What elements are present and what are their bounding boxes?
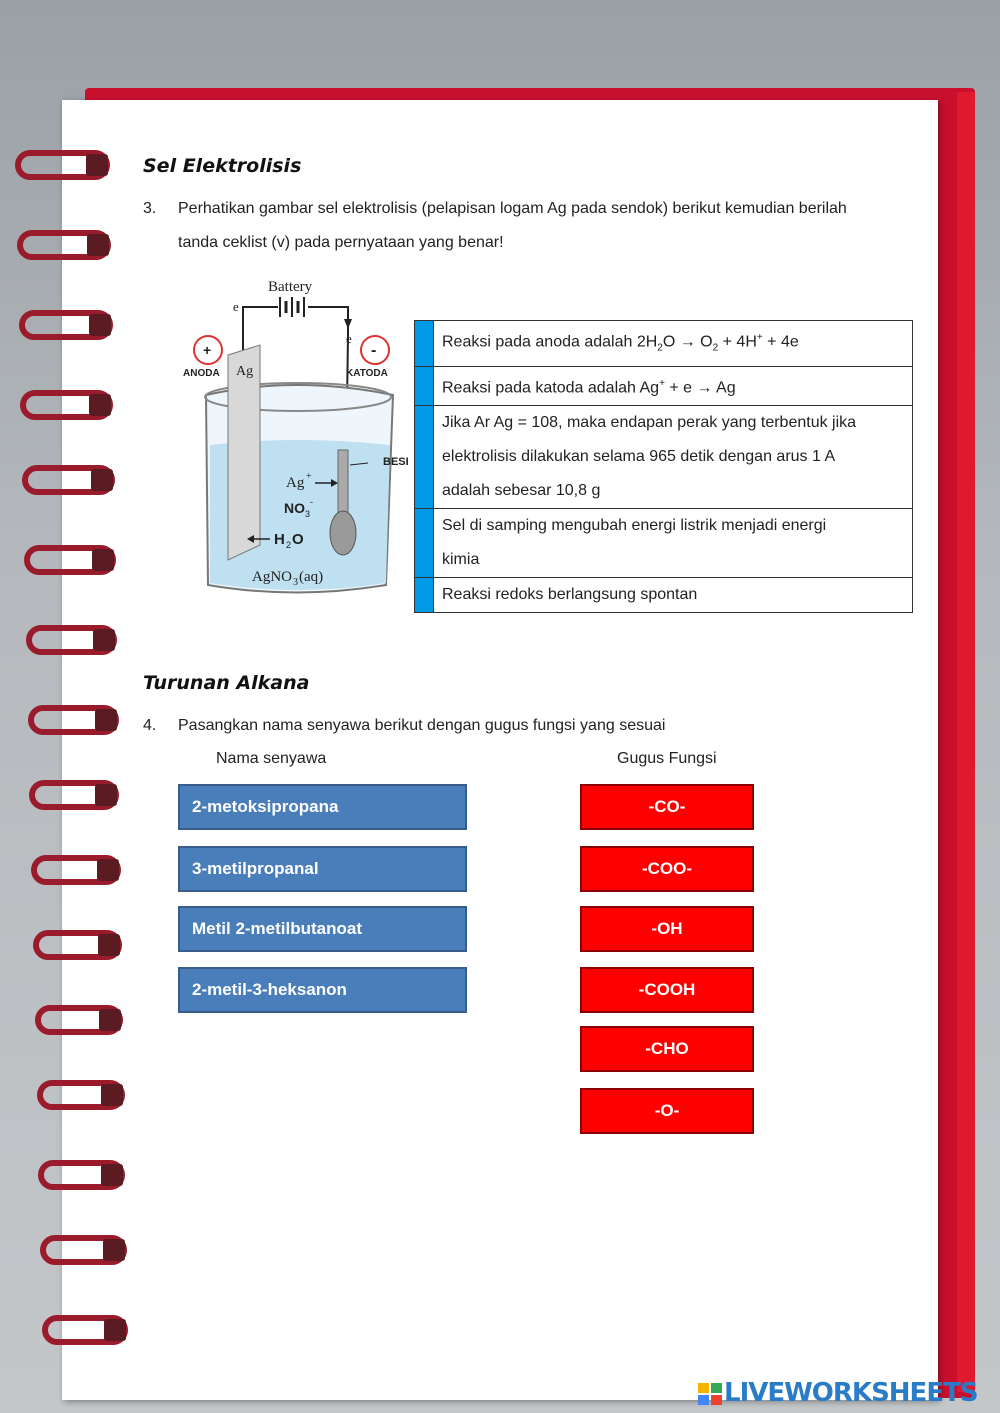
spiral-ring	[29, 780, 119, 810]
electron-label: e	[233, 299, 239, 314]
superscript: +	[659, 377, 665, 389]
spiral-ring	[37, 1080, 125, 1110]
statement-text: Reaksi pada anoda adalah 2H	[442, 333, 658, 351]
check-cell[interactable]	[415, 508, 434, 577]
table-row	[415, 366, 913, 405]
spiral-ring	[28, 705, 119, 735]
statement-cell	[434, 508, 913, 577]
solution-label-aq: (aq)	[299, 569, 324, 585]
functional-group-box[interactable]: -O-	[580, 1088, 754, 1134]
table-row	[415, 508, 913, 577]
battery-label: Battery	[268, 279, 313, 295]
statement-line: Sel di samping mengubah energi listrik menjadi energi	[442, 516, 827, 534]
electrolysis-cell-diagram	[178, 275, 414, 600]
spiral-ring	[24, 545, 116, 575]
statement-line: Jika Ar Ag = 108, maka endapan perak yang terbentuk jika	[442, 413, 857, 431]
spiral-ring	[17, 230, 111, 260]
check-cell[interactable]	[415, 577, 434, 612]
statement-text: O → O	[662, 333, 713, 351]
spiral-ring	[33, 930, 122, 960]
statement-cell	[434, 366, 913, 405]
compound-name-box[interactable]: Metil 2-metilbutanoat	[178, 906, 467, 952]
statement-cell	[434, 405, 913, 508]
svg-text:3: 3	[293, 577, 298, 588]
section-heading-elektrolisis: Sel Elektrolisis	[143, 155, 302, 177]
statement-cell	[434, 577, 913, 612]
svg-text:3: 3	[305, 509, 311, 519]
svg-text:2: 2	[286, 540, 292, 550]
compound-name-box[interactable]: 3-metilpropanal	[178, 846, 467, 892]
statement-text: + 4H	[718, 333, 757, 351]
statement-line: adalah sebesar 10,8 g	[442, 481, 601, 499]
table-row	[415, 321, 913, 367]
superscript: +	[756, 332, 763, 343]
solution-label: AgNO	[252, 569, 292, 585]
section-heading-alkana: Turunan Alkana	[143, 672, 310, 694]
water-label-o: O	[292, 531, 304, 548]
spiral-ring	[40, 1235, 127, 1265]
statement-text: Reaksi pada katoda adalah Ag	[442, 378, 660, 396]
subscript: 2	[657, 342, 663, 354]
statement-cell	[434, 321, 913, 367]
minus-sign: -	[371, 342, 377, 359]
spiral-ring	[15, 150, 110, 180]
nitrate-ion-label: NO	[284, 500, 305, 516]
functional-group-box[interactable]: -CHO	[580, 1026, 754, 1072]
spiral-ring	[35, 1005, 123, 1035]
question-text: Pasangkan nama senyawa berikut dengan gugus fungsi yang sesuai	[178, 717, 666, 734]
question-text	[178, 192, 847, 260]
statement-table	[414, 320, 913, 613]
column-header-names: Nama senyawa	[216, 750, 327, 767]
spiral-ring	[38, 1160, 125, 1190]
functional-group-box[interactable]: -COOH	[580, 967, 754, 1013]
functional-group-box[interactable]: -OH	[580, 906, 754, 952]
table-row	[415, 577, 913, 612]
anoda-label: ANODA	[183, 368, 220, 379]
besi-label: BESI	[383, 456, 409, 468]
ag-plate-label: Ag	[236, 364, 254, 379]
statement-line: kimia	[442, 550, 480, 568]
spiral-ring	[19, 310, 113, 340]
question-number: 4.	[143, 717, 157, 734]
logo-tiles-icon	[698, 1383, 722, 1405]
logo-text: LIVEWORKSHEETS	[724, 1378, 978, 1408]
svg-text:+: +	[306, 471, 312, 482]
compound-name-box[interactable]: 2-metoksipropana	[178, 784, 467, 830]
functional-group-box[interactable]: -CO-	[580, 784, 754, 830]
plus-sign: +	[203, 342, 212, 358]
question-line: tanda ceklist (v) pada pernyataan yang benar!	[178, 234, 504, 251]
statement-text: + 4e	[762, 333, 799, 351]
statement-text: + e → Ag	[664, 378, 736, 396]
check-cell[interactable]	[415, 321, 434, 367]
statement-line: Reaksi redoks berlangsung spontan	[442, 585, 698, 603]
question-line: Perhatikan gambar sel elektrolisis (pelapisan logam Ag pada sendok) berikut kemudian berilah	[178, 200, 847, 217]
compound-name-box[interactable]: 2-metil-3-heksanon	[178, 967, 467, 1013]
notebook-edge	[957, 92, 975, 1392]
spiral-ring	[26, 625, 117, 655]
check-cell[interactable]	[415, 405, 434, 508]
statement-line: elektrolisis dilakukan selama 965 detik dengan arus 1 A	[442, 447, 836, 465]
column-header-groups: Gugus Fungsi	[617, 750, 717, 767]
spiral-ring	[42, 1315, 128, 1345]
katoda-label: KATODA	[346, 368, 388, 379]
liveworksheets-logo	[698, 1378, 978, 1408]
subscript: 2	[712, 342, 719, 354]
check-cell[interactable]	[415, 366, 434, 405]
water-label: H	[274, 531, 285, 548]
spiral-ring	[22, 465, 115, 495]
silver-ion-label: Ag	[286, 475, 305, 491]
functional-group-box[interactable]: -COO-	[580, 846, 754, 892]
spiral-ring	[20, 390, 113, 420]
svg-text:-: -	[310, 497, 313, 507]
spiral-ring	[31, 855, 121, 885]
electron-label: e	[346, 331, 352, 346]
question-number: 3.	[143, 200, 157, 217]
table-row	[415, 405, 913, 508]
